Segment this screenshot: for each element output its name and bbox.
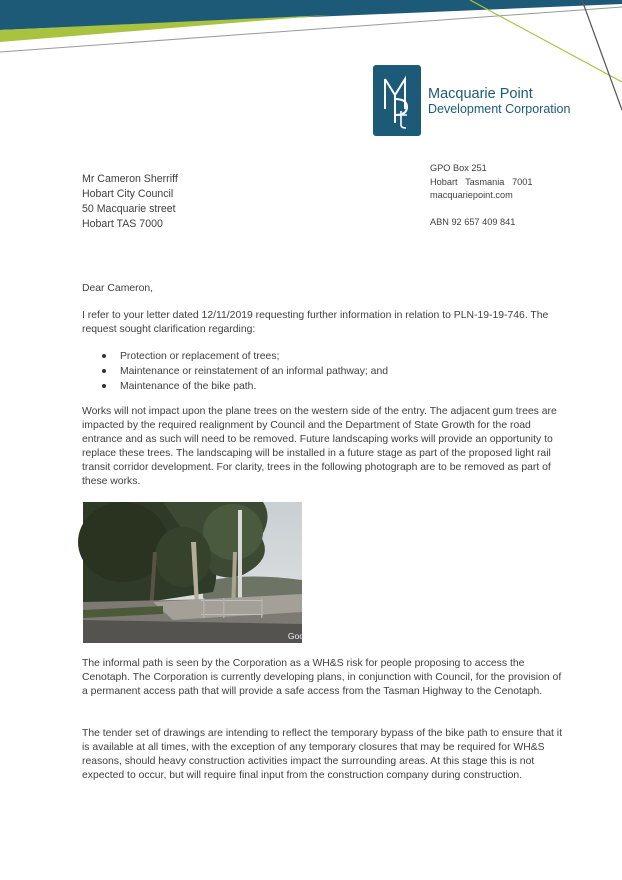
logo-monogram-icon — [373, 65, 421, 136]
paragraph-informal-path: The informal path is seen by the Corporation as a WH&S risk for people proposing to access the Cenotaph. The Corporation is currently developing plans, in conjunction with Council, for the provision of a permanent access path that will provide a safe access from the Tasman Highway to the Cenotaph. — [82, 658, 562, 697]
paragraph-trees: Works will not impact upon the plane trees on the western side of the entry. The adjacent gum trees are impacted by the required realignment by Council and the Department of State Growth for the road entrance and as such will need to be removed. Future landscaping works will provide an opportunity to replace these trees. The landscaping will be installed in a future stage as part of the proposed light rail transit corridor development. For clarity, trees in the following photograph are to be removed as part of these works. — [82, 406, 557, 487]
company-name-line2: Development Corporation — [428, 102, 571, 116]
company-name — [428, 87, 570, 117]
list-item: Maintenance or reinstatement of an informal pathway; and — [82, 364, 562, 379]
sender-city: Hobart Tasmania 7001 — [430, 176, 533, 187]
paragraph-intro: I refer to your letter dated 12/11/2019 requesting further information in relation to PLN-19-19-746. The request sought clarification regarding: — [82, 310, 549, 335]
trees-photograph — [83, 502, 302, 643]
company-name-line1: Macquarie Point — [428, 86, 533, 102]
sender-abn: ABN 92 657 409 841 — [430, 216, 516, 227]
recipient-line: Mr Cameron Sherriff — [82, 173, 178, 185]
paragraph-bike-path: The tender set of drawings are intending to reflect the temporary bypass of the bike path to ensure that it is available at all times, with the exception of any temporary closures that may be required for WH&S reasons, should heavy construction activities impact the surrounding areas. At this stage this is not expected to occur, but will require final input from the construction company during construction. — [82, 728, 562, 781]
sender-address — [430, 162, 532, 229]
recipient-line: Hobart City Council — [82, 188, 174, 200]
list-item: Protection or replacement of trees; — [82, 349, 562, 364]
company-logo-mark — [373, 65, 421, 136]
list-item: Maintenance of the bike path. — [82, 379, 562, 394]
recipient-line: 50 Macquarie street — [82, 203, 176, 215]
salutation: Dear Cameron, — [82, 283, 154, 294]
sender-po-box: GPO Box 251 — [430, 163, 487, 173]
clarification-list — [82, 349, 562, 394]
recipient-line: Hobart TAS 7000 — [82, 218, 163, 230]
recipient-address — [82, 172, 178, 232]
sender-website[interactable]: macquariepoint.com — [430, 190, 513, 200]
photo-watermark: Goo — [287, 631, 304, 641]
